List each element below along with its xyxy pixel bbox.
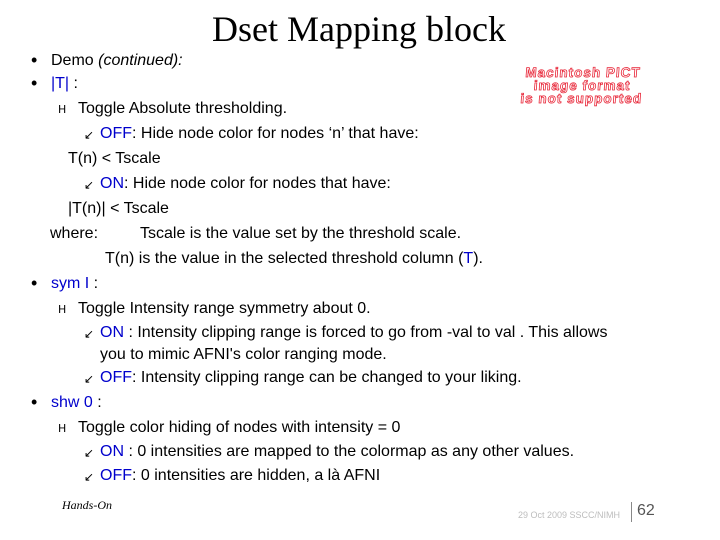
- arrow-bullet-icon: ↙: [84, 446, 95, 460]
- sub-bullet-icon: H: [58, 103, 67, 116]
- option-label: OFF: [100, 369, 132, 386]
- text: :: [92, 394, 102, 411]
- text: : Hide node color for nodes ‘n’ that have:: [132, 125, 419, 142]
- option-item: [100, 324, 607, 342]
- footer-date: 29 Oct 2009 SSCC/NIMH: [518, 510, 621, 520]
- text: :: [89, 275, 99, 292]
- keyword: |T|: [51, 75, 70, 92]
- bullet-sym-i: [51, 275, 98, 293]
- text: : Intensity clipping range can be changed to your liking.: [132, 369, 522, 386]
- bullet-icon: •: [31, 392, 38, 412]
- text: where:: [50, 225, 99, 242]
- text: : Intensity clipping range is forced to go from -val to val . This allows: [124, 324, 608, 341]
- text: :: [69, 75, 78, 92]
- arrow-bullet-icon: ↙: [84, 470, 95, 484]
- pict-line: image format: [533, 78, 632, 93]
- option-item: [100, 443, 574, 461]
- option-item: [100, 125, 419, 143]
- bullet-icon: •: [31, 73, 38, 93]
- option-label: ON: [100, 175, 124, 192]
- sub-item: Toggle Absolute thresholding.: [78, 100, 288, 117]
- text: T(n) is the value in the selected threshold column (: [105, 250, 464, 267]
- footer-divider: [631, 502, 632, 522]
- condition-line: |T(n)| < Tscale: [68, 200, 169, 217]
- pict-placeholder-image: [479, 65, 686, 106]
- slide-number: 62: [637, 502, 655, 519]
- arrow-bullet-icon: ↙: [84, 372, 95, 386]
- option-label: ON: [100, 443, 124, 460]
- option-label: OFF: [100, 125, 132, 142]
- condition-line: T(n) < Tscale: [68, 150, 161, 167]
- arrow-bullet-icon: ↙: [84, 128, 95, 142]
- arrow-bullet-icon: ↙: [84, 327, 95, 341]
- option-item: [100, 175, 391, 193]
- text: : 0 intensities are hidden, a là AFNI: [132, 467, 381, 484]
- text: : 0 intensities are mapped to the colormap as any other values.: [124, 443, 575, 460]
- option-continuation: you to mimic AFNI's color ranging mode.: [100, 346, 387, 363]
- arrow-bullet-icon: ↙: [84, 178, 95, 192]
- text: Demo: [51, 52, 99, 69]
- option-item: [100, 369, 522, 387]
- where-line-def: Tscale is the value set by the threshold scale.: [140, 225, 462, 242]
- option-label: OFF: [100, 467, 132, 484]
- sub-item: Toggle color hiding of nodes with intensity = 0: [78, 419, 401, 436]
- bullet-demo: [51, 52, 183, 70]
- option-item: [100, 467, 380, 485]
- where-line: [50, 225, 98, 243]
- keyword: shw 0: [51, 394, 93, 411]
- keyword: sym I: [51, 275, 90, 292]
- footer-label: Hands-On: [62, 498, 112, 512]
- definition-line: [105, 250, 483, 268]
- pict-line: is not supported: [519, 91, 643, 106]
- pict-line: Macintosh PICT: [524, 65, 642, 80]
- text: (continued):: [98, 52, 183, 69]
- sub-item: Toggle Intensity range symmetry about 0.: [78, 300, 371, 317]
- text: ).: [473, 250, 483, 267]
- bullet-shw-0: [51, 394, 102, 412]
- bullet-icon: •: [31, 273, 38, 293]
- sub-bullet-icon: H: [58, 303, 67, 316]
- bullet-icon: •: [31, 50, 38, 70]
- slide-title: Dset Mapping block: [212, 9, 506, 49]
- option-label: ON: [100, 324, 124, 341]
- keyword: T: [463, 250, 474, 267]
- text: : Hide node color for nodes that have:: [124, 175, 391, 192]
- sub-bullet-icon: H: [58, 422, 67, 435]
- bullet-abs-threshold: [51, 75, 78, 93]
